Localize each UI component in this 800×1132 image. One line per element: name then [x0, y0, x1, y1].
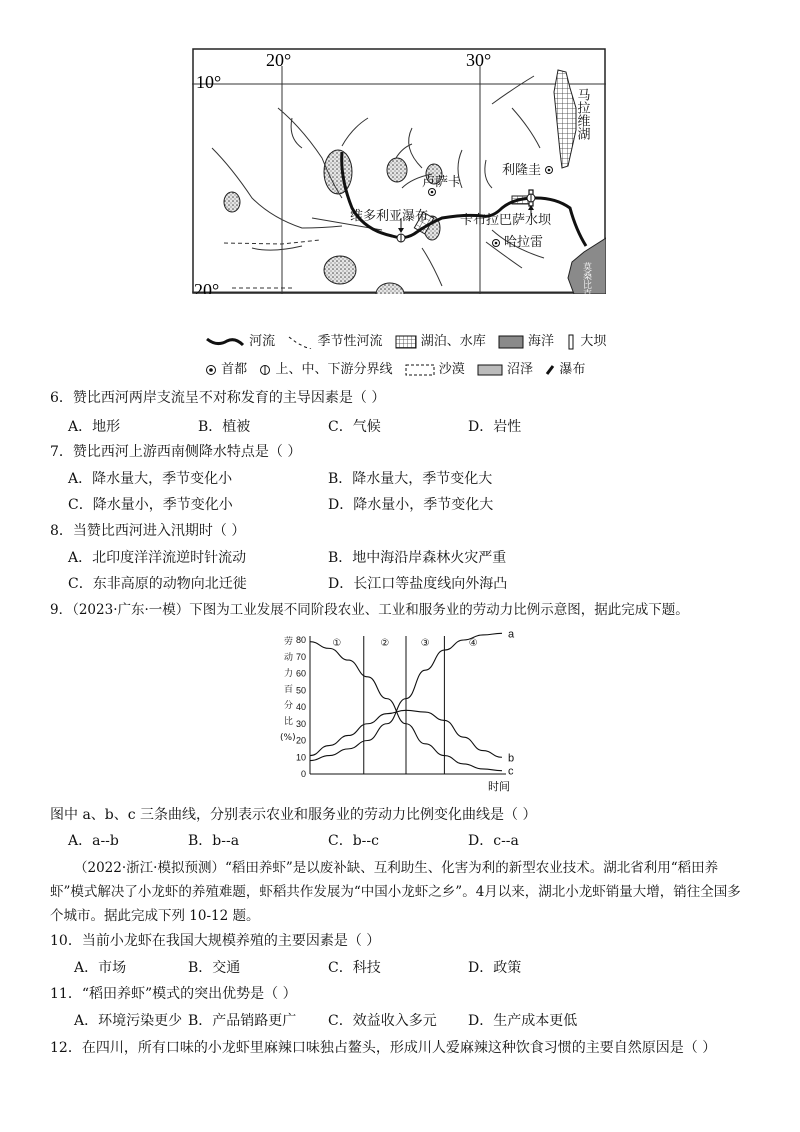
legend-seasonal-river	[287, 330, 382, 349]
legend-desert-label: 沙漠	[438, 362, 465, 377]
q11-option-a[interactable]: A．环境污染更少	[74, 1013, 183, 1029]
legend-river	[205, 330, 275, 349]
q8-option-d[interactable]: D．长江口等盐度线向外海凸	[328, 576, 508, 592]
legend-dam-label: 大坝	[580, 334, 607, 349]
legend-swamp	[477, 358, 533, 377]
legend-swamp-label: 沼泽	[507, 362, 534, 377]
q11-option-c[interactable]: C．效益收入多元	[328, 1013, 437, 1029]
legend-ocean	[498, 330, 554, 349]
lake-symbol-icon	[395, 335, 417, 349]
question-9: 9．（2023·广东·一模）下图为工业发展不同阶段农业、工业和服务业的劳动力比例示意图，据此完成下题。	[50, 602, 689, 618]
seasonal-river-symbol-icon	[287, 335, 313, 349]
legend-river-label: 河流	[249, 334, 276, 350]
y-tick-label: 30	[295, 718, 306, 729]
q6-option-b[interactable]: B．植被	[198, 419, 251, 435]
desert-symbol-icon	[405, 364, 435, 376]
legend-lake	[395, 330, 486, 349]
q6-option-c[interactable]: C．气候	[328, 419, 381, 435]
swamp	[324, 256, 356, 284]
stage-label: ②	[380, 638, 390, 649]
lat-20-label: 20°	[194, 280, 220, 294]
q10-option-a[interactable]: A．市场	[74, 960, 127, 976]
q6-option-d[interactable]: D．岩性	[468, 419, 522, 435]
q7-option-a[interactable]: A．降水量大，季节变化小	[68, 471, 233, 487]
legend-ocean-label: 海洋	[528, 334, 555, 350]
kariba-dam-label: 卡布拉巴萨水坝	[460, 213, 552, 228]
question-11: 11．“稻田养虾”模式的突出优势是（ ）	[50, 986, 297, 1002]
q10-option-d[interactable]: D．政策	[468, 960, 522, 976]
passage-crayfish: （2022·浙江·模拟预测）“稻田养虾”是以废补缺、互利助生、化害为利的新型农业技术。湖北省利用“稻田养虾”模式解决了小龙虾的养殖难题，虾稻共作发展为“中国小龙虾之乡”。4月以来，湖北小龙虾销量大增，销往全国多个城市。据此完成下列 10-12 题。	[50, 860, 741, 924]
series-label-a: a	[508, 628, 515, 641]
dam-symbol-icon	[566, 334, 576, 350]
y-tick-label: 60	[295, 668, 306, 679]
lon-20-label: 20°	[266, 50, 292, 70]
zambezi-map	[192, 48, 606, 294]
harare-label: 哈拉雷	[504, 235, 544, 250]
stage-label: ①	[332, 638, 342, 649]
question-10: 10．当前小龙虾在我国大规模养殖的主要因素是（ ）	[50, 933, 381, 949]
lilongwe-label: 利隆圭	[502, 163, 542, 178]
q10-option-c[interactable]: C．科技	[328, 960, 381, 976]
labor-force-chart	[270, 628, 530, 793]
q11-option-b[interactable]: B．产品销路更广	[188, 1013, 297, 1029]
lusaka-label: 卢萨卡	[422, 175, 462, 190]
victoria-falls-label: 维多利亚瀑布	[350, 209, 429, 224]
q7-option-d[interactable]: D．降水量小，季节变化大	[328, 497, 494, 513]
capital-symbol-icon	[205, 364, 217, 376]
q8-option-b[interactable]: B．地中海沿岸森林火灾严重	[328, 550, 507, 566]
q8-option-c[interactable]: C．东非高原的动物向北迁徙	[68, 576, 247, 592]
question-6: 6．赞比西河两岸支流呈不对称发育的主导因素是（ ）	[50, 390, 386, 406]
swamp	[387, 158, 407, 182]
legend-capital	[205, 358, 247, 377]
q9-option-b[interactable]: B．b--a	[188, 833, 240, 849]
q7-option-b[interactable]: B．降水量大，季节变化大	[328, 471, 493, 487]
swamp	[224, 192, 240, 212]
legend-seasonal-river-label: 季节性河流	[317, 334, 383, 350]
legend-lake-label: 湖泊、水库	[420, 334, 486, 350]
stage-label: ④	[468, 638, 478, 649]
series-label-b: b	[508, 752, 515, 765]
legend-waterfall	[545, 358, 585, 377]
lat-10-label: 10°	[196, 72, 222, 92]
y-tick-label: 50	[295, 685, 306, 696]
mozambique-label: 莫桑比克海峡	[581, 262, 591, 294]
q7-option-c[interactable]: C．降水量小，季节变化小	[68, 497, 233, 513]
q9-option-a[interactable]: A．a--b	[68, 833, 119, 849]
y-tick-label: 20	[295, 735, 306, 746]
legend-divider	[259, 358, 392, 377]
y-axis-label: 劳动力百分比(%)	[280, 637, 296, 743]
y-tick-label: 10	[295, 752, 306, 763]
series-label-c: c	[508, 765, 514, 778]
legend-divider-label: 上、中、下游分界线	[275, 362, 393, 377]
lon-30-label: 30°	[466, 50, 492, 70]
y-tick-label: 0	[300, 769, 306, 779]
x-axis-label: 时间	[488, 780, 510, 793]
y-tick-label: 70	[295, 651, 306, 662]
q9-option-c[interactable]: C．b--c	[328, 833, 379, 849]
map-legend	[205, 330, 615, 378]
q10-option-b[interactable]: B．交通	[188, 960, 241, 976]
q8-option-a[interactable]: A．北印度洋洋流逆时针流动	[68, 550, 247, 566]
divider-symbol-icon	[259, 364, 271, 376]
y-tick-label: 80	[295, 635, 306, 645]
ocean-symbol-icon	[498, 335, 524, 349]
question-8: 8．当赞比西河进入汛期时（ ）	[50, 523, 246, 539]
waterfall-symbol-icon	[545, 364, 555, 376]
legend-waterfall-label: 瀑布	[559, 362, 586, 377]
lake-malawi-label: 马拉维湖	[574, 88, 590, 140]
q11-option-d[interactable]: D．生产成本更低	[468, 1013, 578, 1029]
question-9-prompt: 图中 a、b、c 三条曲线，分别表示农业和服务业的劳动力比例变化曲线是（ ）	[50, 807, 537, 823]
y-tick-label: 40	[295, 702, 306, 712]
legend-dam	[566, 330, 606, 350]
question-12: 12．在四川，所有口味的小龙虾里麻辣口味独占鳌头，形成川人爱麻辣这种饮食习惯的主要自然原因是（ ）	[50, 1040, 717, 1056]
question-7: 7．赞比西河上游西南侧降水特点是（ ）	[50, 444, 302, 460]
q6-option-a[interactable]: A．地形	[68, 419, 121, 435]
river-symbol-icon	[205, 335, 245, 349]
legend-desert	[405, 358, 465, 377]
q9-option-d[interactable]: D．c--a	[468, 833, 519, 849]
stage-label: ③	[420, 638, 430, 649]
legend-capital-label: 首都	[221, 362, 248, 377]
swamp-symbol-icon	[477, 364, 503, 376]
